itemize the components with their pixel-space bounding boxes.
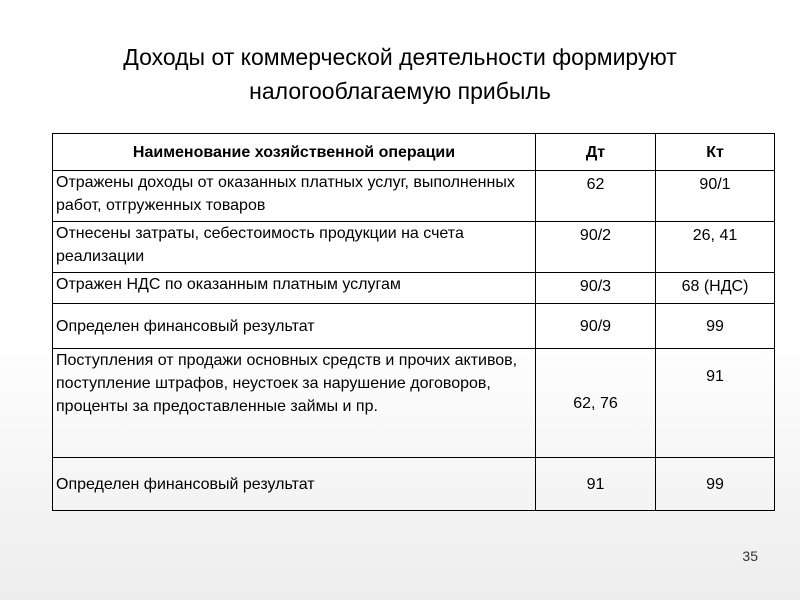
table-row bbox=[53, 458, 775, 511]
credit-cell: 68 (НДС) bbox=[656, 273, 775, 304]
slide-title bbox=[0, 40, 800, 108]
page-number: 35 bbox=[742, 548, 758, 564]
table-row bbox=[53, 222, 775, 273]
slide-title-line-1: Доходы от коммерческой деятельности формируют bbox=[123, 44, 677, 70]
debit-cell: 62 bbox=[536, 171, 656, 222]
operation-cell: Поступления от продажи основных средств и прочих активов, поступление штрафов, неустоек за нарушение договоров, проценты за предоставленные займы и пр. bbox=[53, 349, 536, 458]
credit-cell: 91 bbox=[656, 349, 775, 458]
operation-cell: Определен финансовый результат bbox=[53, 458, 536, 511]
credit-cell: 26, 41 bbox=[656, 222, 775, 273]
operation-cell: Определен финансовый результат bbox=[53, 304, 536, 349]
debit-cell: 62, 76 bbox=[536, 349, 656, 458]
operation-cell: Отражены доходы от оказанных платных услуг, выполненных работ, отгруженных товаров bbox=[53, 171, 536, 222]
credit-cell: 99 bbox=[656, 458, 775, 511]
table-row bbox=[53, 349, 775, 458]
debit-cell: 90/3 bbox=[536, 273, 656, 304]
table-header-row bbox=[53, 134, 775, 171]
table-row bbox=[53, 171, 775, 222]
header-credit: Кт bbox=[656, 134, 775, 171]
header-debit: Дт bbox=[536, 134, 656, 171]
operations-table bbox=[52, 133, 775, 511]
debit-cell: 91 bbox=[536, 458, 656, 511]
header-operation: Наименование хозяйственной операции bbox=[53, 134, 536, 171]
operation-cell: Отнесены затраты, себестоимость продукции на счета реализации bbox=[53, 222, 536, 273]
debit-cell: 90/2 bbox=[536, 222, 656, 273]
table-row bbox=[53, 304, 775, 349]
operation-cell: Отражен НДС по оказанным платным услугам bbox=[53, 273, 536, 304]
slide-title-line-2: налогооблагаемую прибыль bbox=[249, 78, 551, 104]
credit-cell: 90/1 bbox=[656, 171, 775, 222]
table-row bbox=[53, 273, 775, 304]
debit-cell: 90/9 bbox=[536, 304, 656, 349]
credit-cell: 99 bbox=[656, 304, 775, 349]
